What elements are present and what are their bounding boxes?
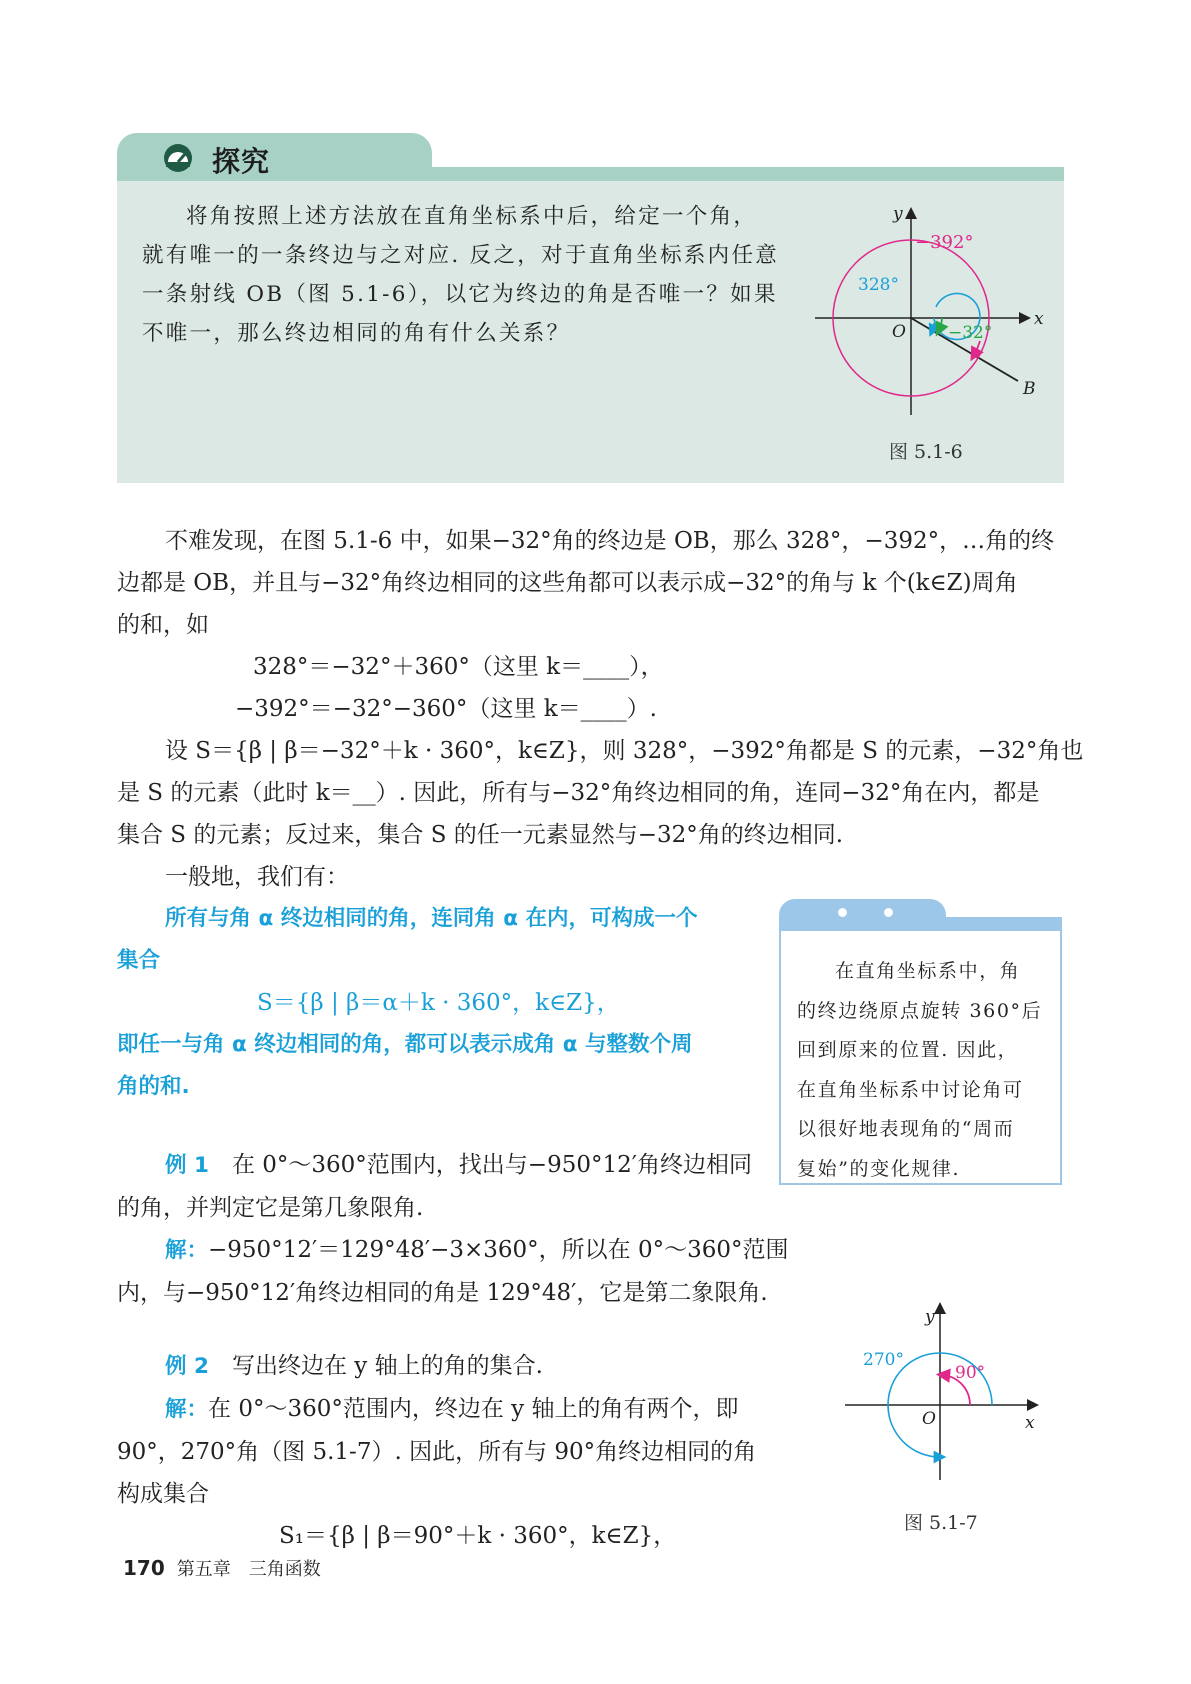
explore-line: 就有唯一的一条终边与之对应. 反之，对于直角坐标系内任意: [142, 243, 780, 268]
explore-text: [142, 197, 812, 353]
definition-line: 所有与角 α 终边相同的角，连同角 α 在内，可构成一个: [165, 906, 698, 931]
label-y: y: [893, 205, 903, 224]
page-number: 170: [123, 1556, 165, 1580]
note-bar: [779, 917, 1062, 931]
example-1-solution-2: 内，与−950°12′角终边相同的角是 129°48′，它是第二象限角.: [117, 1280, 768, 1306]
explore-icon: [160, 141, 196, 173]
text-line: 不难发现，在图 5.1-6 中，如果−32°角的终边是 OB，那么 328°，−392°，…角的终: [165, 528, 1055, 554]
example-1-label: 例 1: [165, 1153, 209, 1178]
label-b: B: [1023, 379, 1036, 399]
note-line: 以很好地表现角的“周而: [797, 1118, 1015, 1140]
definition-line: 角的和.: [117, 1074, 190, 1099]
note-line: 的终边绕原点旋转 360°后: [797, 999, 1043, 1022]
note-dot: [884, 908, 893, 917]
figure-5-1-7-caption: 图 5.1-7: [904, 1512, 978, 1534]
example-2-solution-3: 构成集合: [117, 1481, 209, 1507]
label-270: 270°: [863, 1350, 904, 1370]
figure-5-1-7: [835, 1300, 1050, 1490]
arc-neg32: [939, 318, 942, 330]
label-x: x: [1025, 1413, 1035, 1433]
definition-block: [117, 898, 767, 1108]
note-line: 回到原来的位置. 因此，: [797, 1039, 1019, 1061]
label-x: x: [1034, 309, 1044, 329]
example-2-solution-label: 解：: [165, 1397, 209, 1422]
note-line: 在直角坐标系中，角: [835, 960, 1021, 982]
text-line: 的和，如: [117, 612, 209, 638]
example-2: [117, 1345, 777, 1557]
label-y: y: [925, 1307, 935, 1327]
note-dot: [838, 908, 847, 917]
definition-line: 即任一与角 α 终边相同的角，都可以表示成角 α 与整数个周: [117, 1032, 693, 1057]
equation-2: −392°＝−32°−360°（这里 k＝____）.: [235, 696, 657, 722]
text-line: 设 S＝{β | β＝−32°＋k · 360°，k∈Z}，则 328°，−392°角都是 S 的元素，−32°角也: [165, 738, 1084, 764]
definition-equation: S＝{β | β＝α＋k · 360°，k∈Z}，: [257, 990, 620, 1016]
label-o: O: [892, 322, 906, 342]
example-2-equation: S₁＝{β | β＝90°＋k · 360°，k∈Z}，: [279, 1523, 677, 1549]
text-line: 是 S 的元素（此时 k＝__）. 因此，所有与−32°角终边相同的角，连同−32°角在内，都是: [117, 780, 1040, 806]
label-90: 90°: [955, 1363, 986, 1383]
explore-line: 将角按照上述方法放在直角坐标系中后，给定一个角，: [186, 204, 758, 229]
text-line: 集合 S 的元素；反过来，集合 S 的任一元素显然与−32°角的终边相同.: [117, 822, 844, 848]
label-o: O: [922, 1409, 936, 1429]
text-line: 一般地，我们有：: [165, 864, 349, 890]
example-1-solution-label: 解：: [165, 1238, 209, 1263]
figure-5-1-6-caption: 图 5.1-6: [889, 441, 963, 463]
chapter-title: 第五章 三角函数: [176, 1559, 321, 1580]
example-2-solution: 在 0°～360°范围内，终边在 y 轴上的角有两个，即: [208, 1396, 739, 1422]
example-2-question: 写出终边在 y 轴上的角的集合.: [231, 1353, 543, 1379]
label-neg32: −32°: [948, 323, 993, 343]
note-line: 在直角坐标系中讨论角可: [797, 1078, 1024, 1101]
example-1-solution: −950°12′＝129°48′−3×360°，所以在 0°～360°范围: [208, 1237, 789, 1263]
example-2-solution-2: 90°，270°角（图 5.1-7）. 因此，所有与 90°角终边相同的角: [117, 1439, 757, 1465]
explore-line: 一条射线 OB（图 5.1-6），以它为终边的角是否唯一？如果: [142, 282, 778, 307]
example-1-question-2: 的角，并判定它是第几象限角.: [117, 1195, 424, 1221]
explore-line: 不唯一，那么终边相同的角有什么关系？: [142, 321, 571, 346]
example-1: [117, 1144, 789, 1314]
note-line: 复始”的变化规律.: [797, 1157, 961, 1180]
paragraph-1: [117, 520, 1084, 898]
label-328: 328°: [858, 275, 899, 295]
explore-title: 探究: [212, 145, 271, 178]
equation-1: 328°＝−32°＋360°（这里 k＝____），: [253, 654, 664, 680]
example-1-question: 在 0°～360°范围内，找出与−950°12′角终边相同: [231, 1152, 752, 1178]
example-2-label: 例 2: [165, 1354, 209, 1379]
figure-5-1-6: [810, 205, 1055, 425]
text-line: 边都是 OB，并且与−32°角终边相同的这些角都可以表示成−32°的角与 k 个(k∈Z)周角: [117, 570, 1018, 596]
note-text: [797, 952, 1047, 1189]
definition-line: 集合: [117, 948, 161, 973]
page-footer: [123, 1555, 321, 1581]
label-neg392: −392°: [915, 232, 974, 253]
